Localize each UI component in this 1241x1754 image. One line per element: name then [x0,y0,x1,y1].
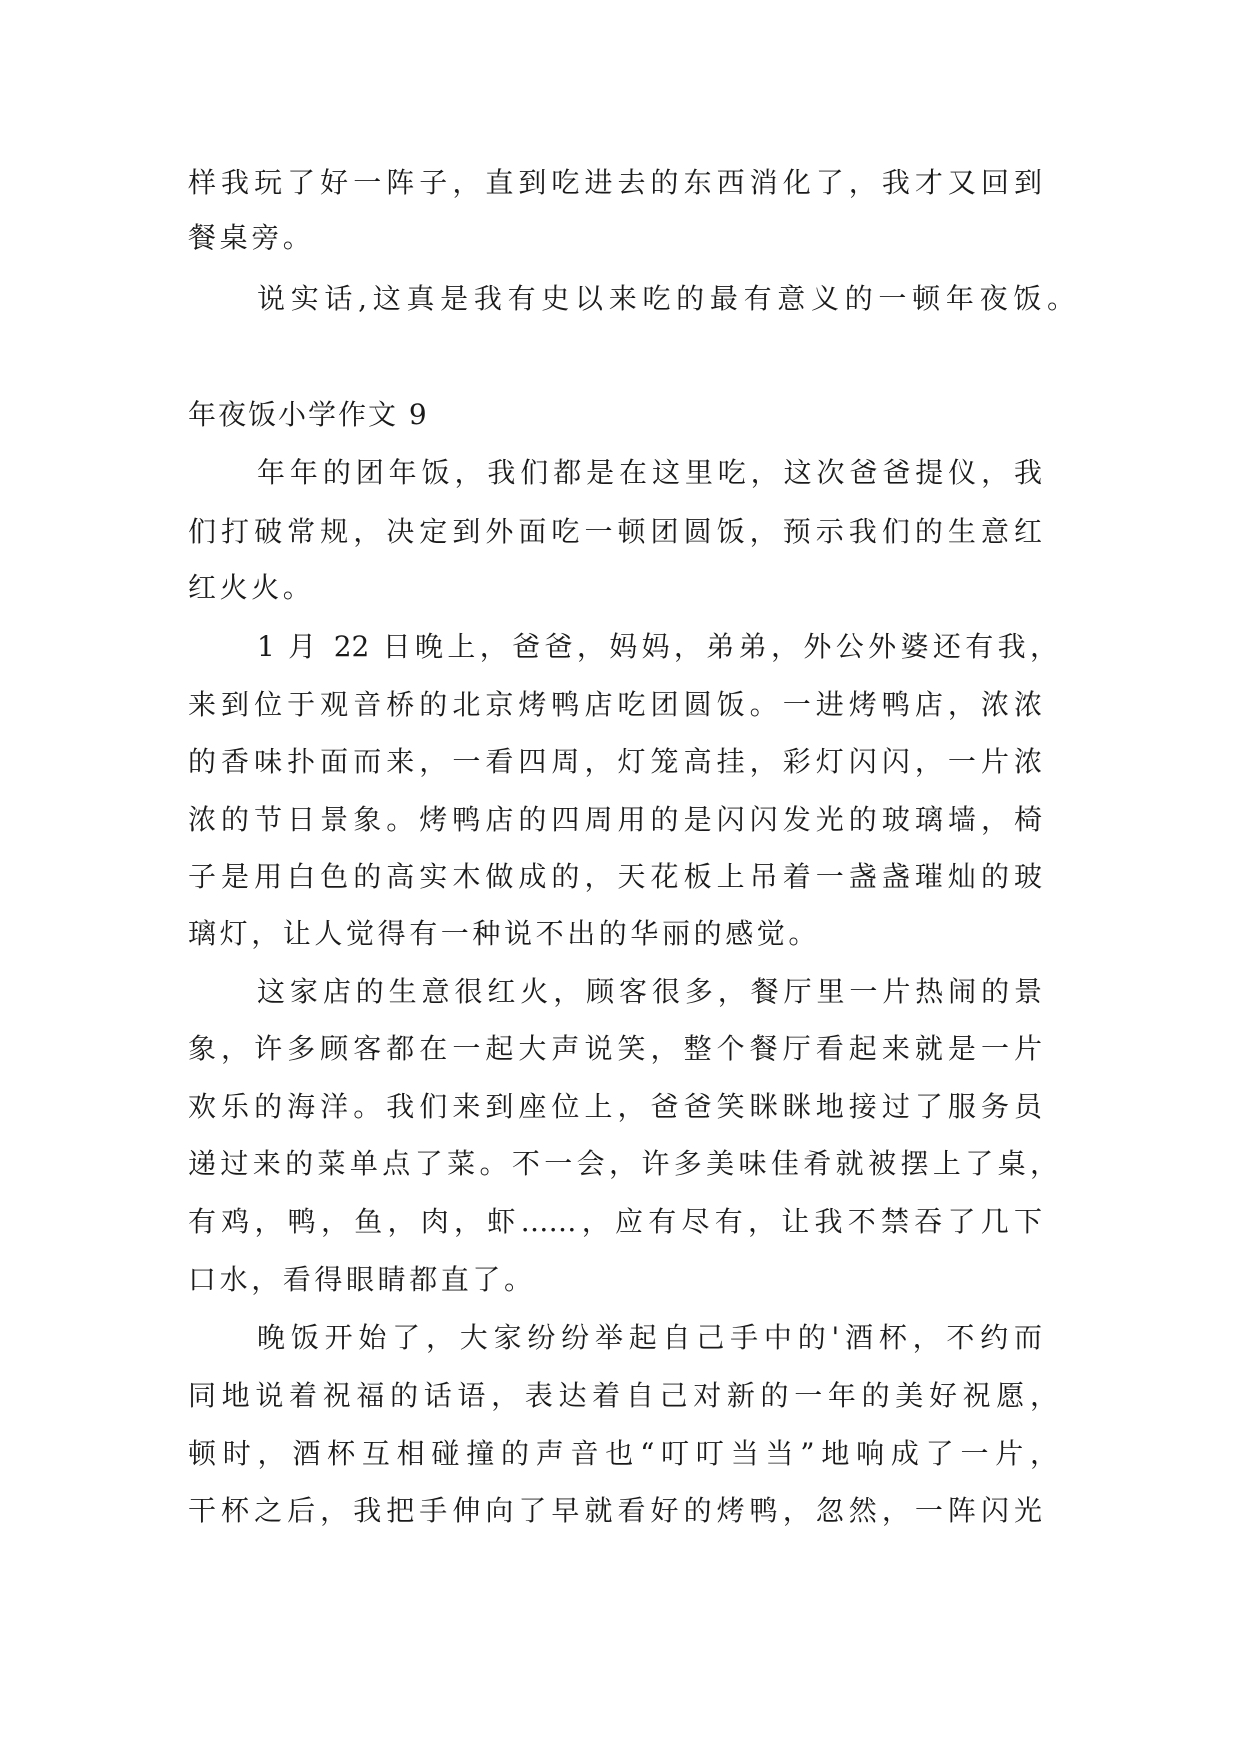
text-line: 说实话,这真是我有史以来吃的最有意义的一顿年夜饭。 [257,282,1075,315]
text-line: 同地说着祝福的话语，表达着自己对新的一年的美好祝愿， [188,1379,1058,1412]
text-line: 子是用白色的高实木做成的，天花板上吊着一盏盏璀灿的玻 [188,860,1042,893]
text-line: 顿时，酒杯互相碰撞的声音也“叮叮当当”地响成了一片， [188,1437,1058,1470]
text-line: 晚饭开始了，大家纷纷举起自己手中的'酒杯，不约而 [257,1321,1042,1354]
text-line: 递过来的菜单点了菜。不一会，许多美味佳肴就被摆上了桌， [188,1147,1058,1180]
text-line: 干杯之后，我把手伸向了早就看好的烤鸭，忽然，一阵闪光 [188,1494,1042,1527]
text-line: 欢乐的海洋。我们来到座位上，爸爸笑眯眯地接过了服务员 [188,1090,1042,1123]
text-line: 1 月 22 日晚上，爸爸，妈妈，弟弟，外公外婆还有我， [257,630,1058,663]
text-line: 样我玩了好一阵子，直到吃进去的东西消化了，我才又回到 [188,166,1042,199]
text-line: 这家店的生意很红火，顾客很多，餐厅里一片热闹的景 [257,975,1042,1008]
text-line: 浓的节日景象。烤鸭店的四周用的是闪闪发光的玻璃墙，椅 [188,803,1042,836]
text-line: 象，许多顾客都在一起大声说笑，整个餐厅看起来就是一片 [188,1032,1042,1065]
text-line: 有鸡，鸭，鱼，肉，虾……，应有尽有，让我不禁吞了几下 [188,1205,1042,1238]
text-line: 们打破常规，决定到外面吃一顿团圆饭，预示我们的生意红 [188,515,1042,548]
essay-title: 年夜饭小学作文 9 [188,398,429,431]
text-line: 来到位于观音桥的北京烤鸭店吃团圆饭。一进烤鸭店，浓浓 [188,688,1042,721]
text-line: 餐桌旁。 [188,221,315,254]
text-line: 口水，看得眼睛都直了。 [188,1263,536,1296]
text-line: 璃灯，让人觉得有一种说不出的华丽的感觉。 [188,917,821,950]
text-line: 的香味扑面而来，一看四周，灯笼高挂，彩灯闪闪，一片浓 [188,745,1042,778]
text-line: 红火火。 [188,571,315,604]
text-line: 年年的团年饭，我们都是在这里吃，这次爸爸提仪，我 [257,456,1042,489]
